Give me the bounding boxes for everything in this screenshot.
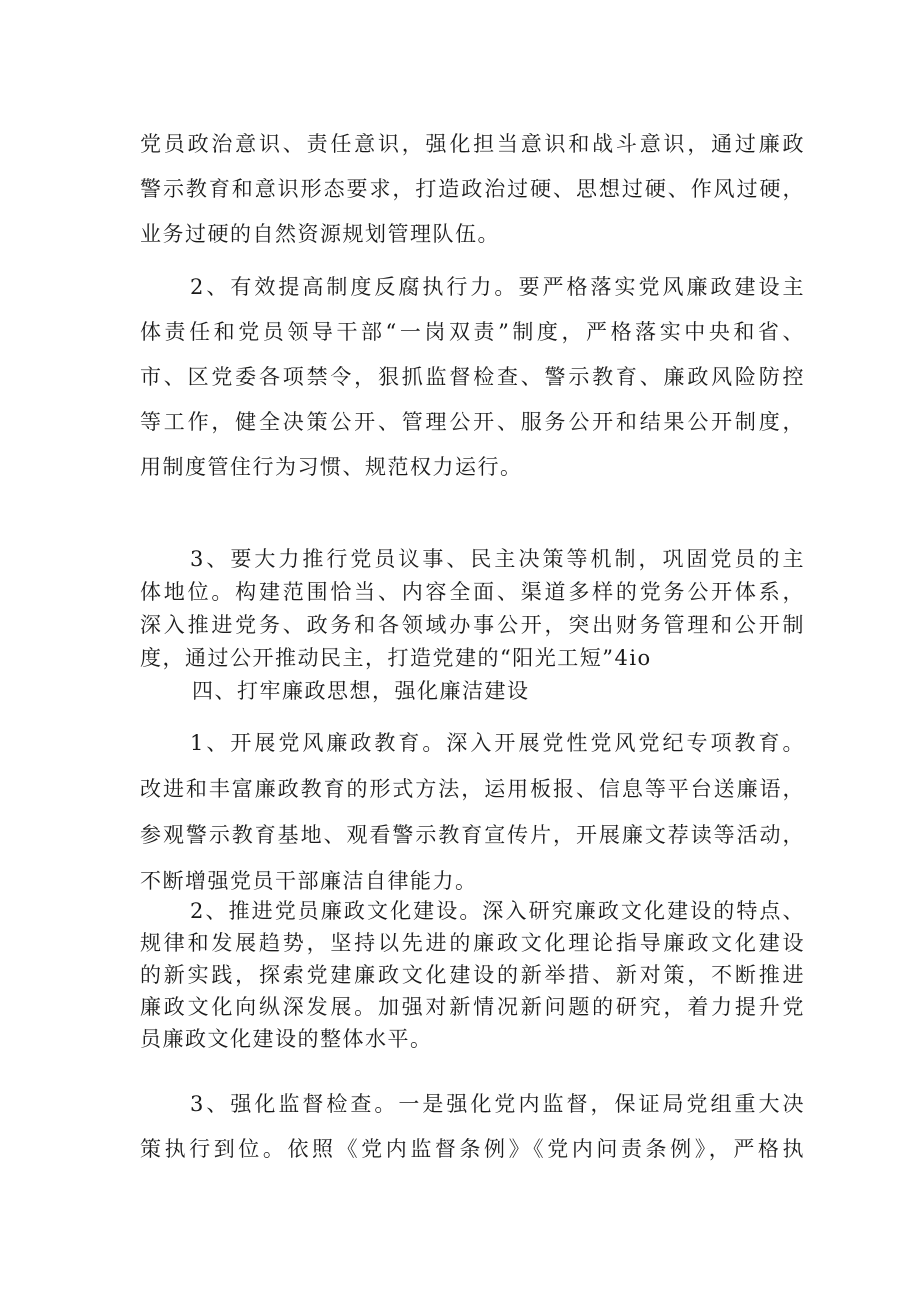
text-line: 参观警示教育基地、观看警示教育宣传片，开展廉文荐读等活动， (140, 823, 805, 847)
text-line: 3、强化监督检查。一是强化党内监督，保证局党组重大决 (190, 1092, 805, 1116)
paragraph-member-deliberation (140, 543, 805, 675)
text-line: 市、区党委各项禁令，狠抓监督检查、警示教育、廉政风险防控 (140, 365, 805, 389)
text-line: 2、推进党员廉政文化建设。深入研究廉政文化建设的特点、 (190, 899, 805, 923)
text-line: 不断增强党员干部廉洁自律能力。 (140, 869, 478, 893)
text-line: 用制度管住行为习惯、规范权力运行。 (140, 455, 523, 479)
text-line: 等工作，健全决策公开、管理公开、服务公开和结果公开制度， (140, 410, 805, 434)
paragraph-institutional-anticorruption (140, 265, 805, 490)
text-line: 2、有效提高制度反腐执行力。要严格落实党风廉政建设主 (190, 275, 805, 299)
text-line: 度，通过公开推动民主，打造党建的“阳光工短”4io (140, 646, 652, 670)
text-line: 廉政文化向纵深发展。加强对新情况新问题的研究，着力提升党 (140, 995, 805, 1019)
text-line: 员廉政文化建设的整体水平。 (140, 1027, 433, 1051)
text-line: 的新实践，探索党建廉政文化建设的新举措、新对策，不断推进 (140, 963, 805, 987)
text-line: 体责任和党员领导干部“一岗双责”制度，严格落实中央和省、 (140, 320, 805, 344)
text-line: 改进和丰富廉政教育的形式方法，运用板报、信息等平台送廉语， (140, 777, 805, 801)
text-line: 规律和发展趋势，坚持以先进的廉政文化理论指导廉政文化建设 (140, 931, 805, 955)
text-line: 深入推进党务、政务和各领域办事公开，突出财务管理和公开制 (140, 613, 805, 637)
text-line: 警示教育和意识形态要求，打造政治过硬、思想过硬、作风过硬， (140, 177, 805, 201)
text-line: 业务过硬的自然资源规划管理队伍。 (140, 222, 500, 246)
text-line: 1、开展党风廉政教育。深入开展党性党风党纪专项教育。 (190, 731, 805, 755)
text-line: 策执行到位。依照《党内监督条例》《党内问责条例》，严格执 (140, 1137, 805, 1161)
paragraph-integrity-culture (140, 895, 805, 1055)
paragraph-party-awareness (140, 122, 805, 257)
paragraph-supervision-inspection (140, 1082, 805, 1172)
section-heading: 四、打牢廉政思想，强化廉洁建设 (192, 679, 530, 703)
text-line: 体地位。构建范围恰当、内容全面、渠道多样的党务公开体系， (140, 580, 805, 604)
text-line: 3、要大力推行党员议事、民主决策等机制，巩固党员的主 (190, 547, 805, 571)
text-line: 党员政治意识、责任意识，强化担当意识和战斗意识，通过廉政 (140, 132, 805, 156)
paragraph-integrity-education (140, 720, 805, 904)
